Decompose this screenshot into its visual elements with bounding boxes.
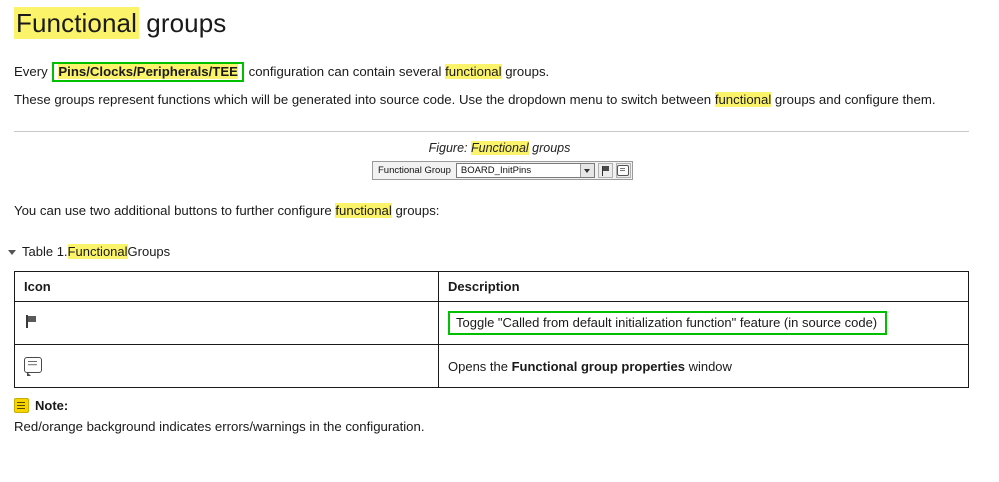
paragraph-3 [0,201,999,221]
chevron-down-icon-table[interactable] [8,250,16,255]
functional-groups-table [14,271,969,388]
row-2-description-bold: Functional group properties [511,358,685,374]
table-caption-highlight: Functional [67,244,128,259]
table-caption-after: Groups [127,244,171,259]
horizontal-divider [14,131,969,132]
annotation-box-toggle-description [448,311,887,335]
row-1-description: Toggle "Called from default initialization function" feature (in source code) [456,315,878,330]
figure-caption-highlight: Functional [471,141,529,155]
paragraph-2-before: These groups represent functions which will be generated into source code. Use the dropdown menu to switch between [14,92,715,107]
row-2-description-before: Opens the [448,358,512,374]
table-header-row [15,272,969,302]
paragraph-2-after: groups and configure them. [771,92,936,107]
column-header-icon: Icon [15,272,439,302]
flag-icon[interactable] [598,163,613,178]
page-title-highlight: Functional [16,8,137,38]
table-row [15,345,969,388]
paragraph-1-before: Every [14,64,52,79]
paragraph-3-before: You can use two additional buttons to further configure [14,203,336,218]
chevron-down-icon[interactable] [580,164,594,177]
paragraph-2-highlight: functional [714,92,772,107]
table-caption-row[interactable] [8,244,170,259]
paragraph-1-highlight: functional [445,64,502,79]
properties-icon[interactable] [616,163,631,178]
column-header-description: Description [439,272,969,302]
annotation-box-pins-clocks [52,62,244,82]
row-2-icon-cell [15,345,439,388]
paragraph-1-after: groups. [501,64,550,79]
paragraph-1-boxed-text: Pins/Clocks/Peripherals/TEE [58,64,238,79]
row-1-description-cell [439,302,969,345]
row-2-description-cell [439,345,969,388]
functional-group-selected-value: BOARD_InitPins [460,165,532,176]
page-title-rest: groups [138,8,227,38]
row-2-description-after: window [684,358,732,374]
note-heading [14,398,68,413]
functional-group-select[interactable] [456,163,595,178]
functional-group-toolbar [372,161,633,180]
note-body: Red/orange background indicates errors/warnings in the configuration. [14,419,425,434]
functional-group-label: Functional Group [378,165,451,176]
figure-caption [0,141,999,155]
flag-icon [24,314,38,329]
paragraph-3-highlight: functional [335,203,392,218]
figure-caption-before: Figure: [428,141,471,155]
paragraph-1-middle: configuration can contain several [244,64,446,79]
table-row [15,302,969,345]
table-caption-before: Table 1. [22,244,68,259]
page-title [0,0,999,39]
paragraph-3-after: groups: [391,203,440,218]
properties-icon [24,357,42,373]
row-1-icon-cell [15,302,439,345]
note-icon [14,398,29,413]
paragraph-2 [0,90,999,110]
figure-caption-after: groups [528,141,571,155]
paragraph-1 [0,62,999,82]
note-label: Note: [35,398,69,413]
